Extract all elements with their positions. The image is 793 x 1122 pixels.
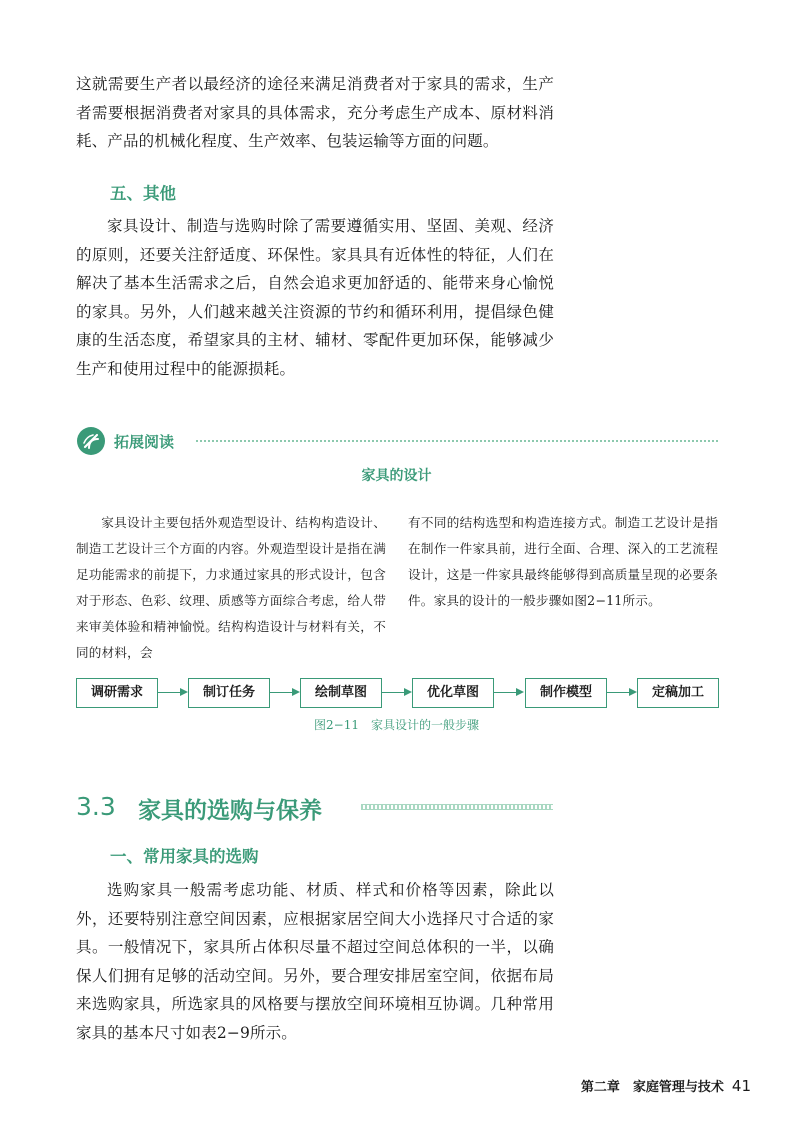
flow-step: 调研需求 [76, 678, 158, 708]
dotted-divider [196, 440, 718, 442]
flow-step: 定稿加工 [637, 678, 719, 708]
figure-caption: 图2−11 家具设计的一般步骤 [314, 718, 479, 732]
reading-column-left: 家具设计主要包括外观造型设计、结构构造设计、制造工艺设计三个方面的内容。外观造型设计是指在满足功能需求的前提下，力求通过家具的形式设计，包含对于形态、色彩、纹理、质感等方面综合考虑，给人带来审美体验和精神愉悦。结构构造设计与材料有关，不同的材料，会 [76, 515, 386, 660]
flow-step: 优化草图 [412, 678, 494, 708]
selection-paragraph: 选购家具一般需考虑功能、材质、样式和价格等因素，除此以外，还要特别注意空间因素，应根据家居空间大小选择尺寸合适的家具。一般情况下，家具所占体积尽量不超过空间总体积的一半，以确保人们拥有足够的活动空间。另外，要合理安排居室空间，依据布局来选购家具，所选家具的风格要与摆放空间环境相互协调。几种常用家具的基本尺寸如表2−9所示。 [76, 881, 554, 1042]
section-heading-others: 五、其他 [110, 184, 176, 203]
flow-arrow [607, 692, 635, 693]
extended-reading-title: 家具的设计 [361, 468, 432, 484]
section-title-text: 家具的选购与保养 [138, 798, 322, 824]
page-number: 41 [731, 1077, 751, 1095]
section-title-decoration [361, 804, 553, 810]
flow-step: 制作模型 [525, 678, 607, 708]
flow-arrow [494, 692, 522, 693]
others-paragraph: 家具设计、制造与选购时除了需要遵循实用、坚固、美观、经济的原则，还要关注舒适度、环保性。家具具有近体性的特征，人们在解决了基本生活需求之后，自然会追求更加舒适的、能带来身心愉悦的家具。另外，人们越来越关注资源的节约和循环利用，提倡绿色健康的生活态度，希望家具的主材、辅材、零配件更加环保，能够减少生产和使用过程中的能源损耗。 [76, 217, 554, 378]
design-steps-flowchart [76, 678, 718, 710]
flow-step: 绘制草图 [300, 678, 382, 708]
flow-step: 制订任务 [188, 678, 270, 708]
page-footer [581, 1076, 751, 1095]
footer-chapter: 第二章 家庭管理与技术 [580, 1080, 724, 1095]
reading-leaf-icon [76, 426, 106, 456]
section-number: 3.3 [76, 792, 116, 821]
flow-arrow [158, 692, 186, 693]
reading-column-right: 有不同的结构选型和构造连接方式。制造工艺设计是指在制作一件家具前，进行全面、合理、深入的工艺流程设计，这是一件家具最终能够得到高质量呈现的必要条件。家具的设计的一般步骤如图2−11所示。 [408, 515, 718, 608]
extended-reading-label: 拓展阅读 [114, 433, 175, 451]
flow-arrow [382, 692, 410, 693]
intro-paragraph: 这就需要生产者以最经济的途径来满足消费者对于家具的需求，生产者需要根据消费者对家具的具体需求，充分考虑生产成本、原材料消耗、产品的机械化程度、生产效率、包装运输等方面的问题。 [76, 75, 554, 151]
section-title [76, 790, 556, 830]
subsection-heading: 一、常用家具的选购 [110, 847, 259, 866]
extended-reading-header [76, 426, 718, 456]
flow-arrow [270, 692, 298, 693]
